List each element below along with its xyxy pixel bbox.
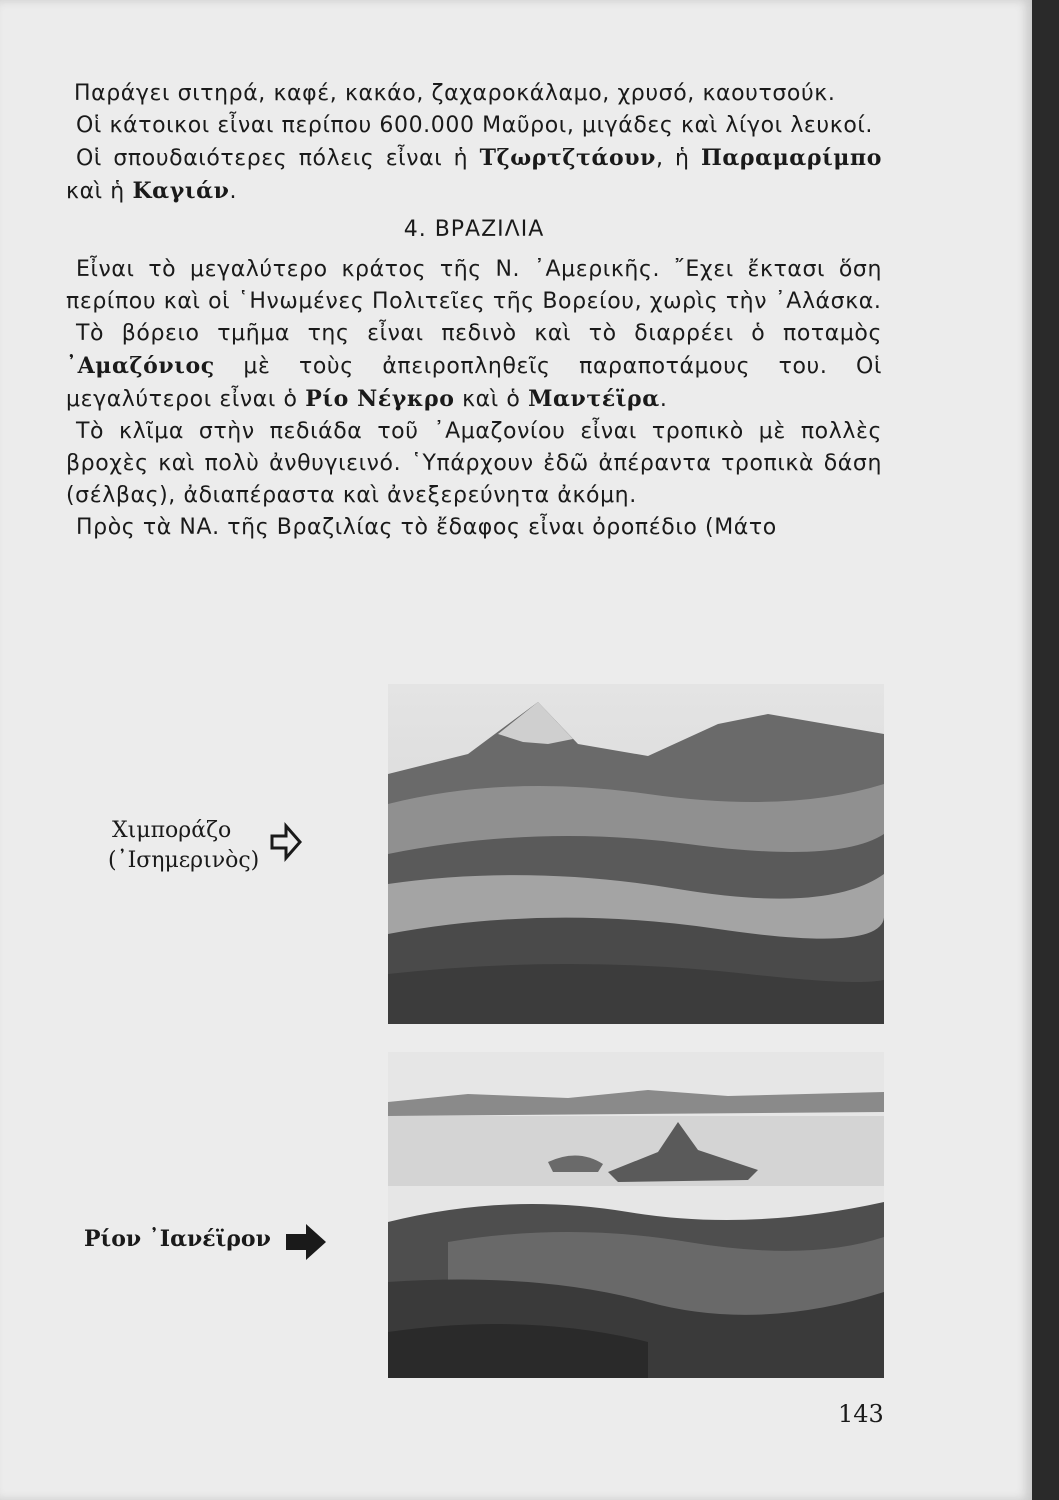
section-heading — [66, 214, 882, 246]
bold-term: Μαντέϊρα — [528, 386, 660, 412]
paragraph — [66, 142, 882, 208]
text-run: καὶ ἡ — [66, 179, 133, 204]
caption-chimborazo — [108, 816, 272, 876]
body-text — [66, 78, 882, 544]
text-run: καὶ ὁ — [454, 387, 529, 412]
text-run: 4. ΒΡΑΖΙΛΙΑ — [403, 217, 545, 242]
text-run: Πρὸς τὰ ΝΑ. τῆς Βραζιλίας τὸ ἔδαφος εἶναι ὀροπέδιο (Μάτο — [76, 515, 777, 540]
paragraph — [66, 110, 882, 142]
text-run: Οἱ σπουδαιότερες πόλεις εἶναι ἡ — [76, 146, 480, 171]
paragraph — [66, 416, 882, 512]
solid-arrow-right-icon — [284, 1222, 328, 1262]
text-run: . — [659, 387, 668, 412]
bold-term: Ρίο Νέγκρο — [305, 386, 455, 412]
bold-term: Παραμαρίμπο — [700, 145, 882, 171]
paragraph — [66, 318, 882, 416]
text-run: . — [229, 179, 238, 204]
bold-term: Τζωρτζτάουν — [479, 145, 656, 171]
bold-term: ᾿Αμαζόνιος — [66, 353, 215, 379]
text-run: Τὸ κλῖμα στὴν πεδιάδα τοῦ ᾿Αμαζονίου εἶναι τροπικὸ μὲ πολλὲς βροχὲς καὶ πολὺ ἀνθυγιεινό. ῾Υπάρχουν ἐδῶ ἀπέραντα τροπικὰ δάση (σέλβας), ἀδιαπέραστα καὶ ἀνεξερεύνητα ἀκόμη. — [66, 419, 882, 508]
photo-rio-de-janeiro — [388, 1052, 884, 1378]
text-run: μὲ τοὺς ἀπειροπληθεῖς παραποτάμους του. Οἱ μεγαλύτεροι εἶναι ὁ — [66, 354, 882, 412]
caption-chimborazo-country: (᾿Ισημερινὸς) — [108, 848, 260, 873]
text-run: Παράγει σιτηρά, καφέ, κακάο, ζαχαροκάλαμο, χρυσό, καουτσούκ. — [74, 81, 836, 106]
text-run: , ἡ — [655, 146, 701, 171]
text-run: Οἱ κάτοικοι εἶναι περίπου 600.000 Μαῦροι, μιγάδες καὶ λίγοι λευκοί. — [76, 113, 874, 138]
paragraph — [66, 254, 882, 318]
hollow-arrow-right-icon — [268, 822, 304, 862]
text-run: Τὸ βόρειο τμῆμα της εἶναι πεδινὸ καὶ τὸ διαρρέει ὁ ποταμὸς — [76, 321, 882, 346]
text-run: Εἶναι τὸ μεγαλύτερο κράτος τῆς Ν. ᾿Αμερικῆς. ῎Εχει ἔκτασι ὅση περίπου καὶ οἱ ῾Ηνωμένες Πολιτεῖες τῆς Βορείου, χωρὶς τὴν ᾿Αλάσκα. — [66, 257, 882, 314]
caption-rio: Ρίον ᾿Ιανέϊρον — [84, 1226, 271, 1252]
photo-chimborazo — [388, 684, 884, 1024]
bold-term: Καγιάν — [132, 178, 230, 204]
page-number: 143 — [838, 1400, 884, 1428]
paragraph — [66, 512, 882, 544]
paragraph — [66, 78, 882, 110]
caption-chimborazo-name: Χιμποράζο — [112, 818, 232, 843]
